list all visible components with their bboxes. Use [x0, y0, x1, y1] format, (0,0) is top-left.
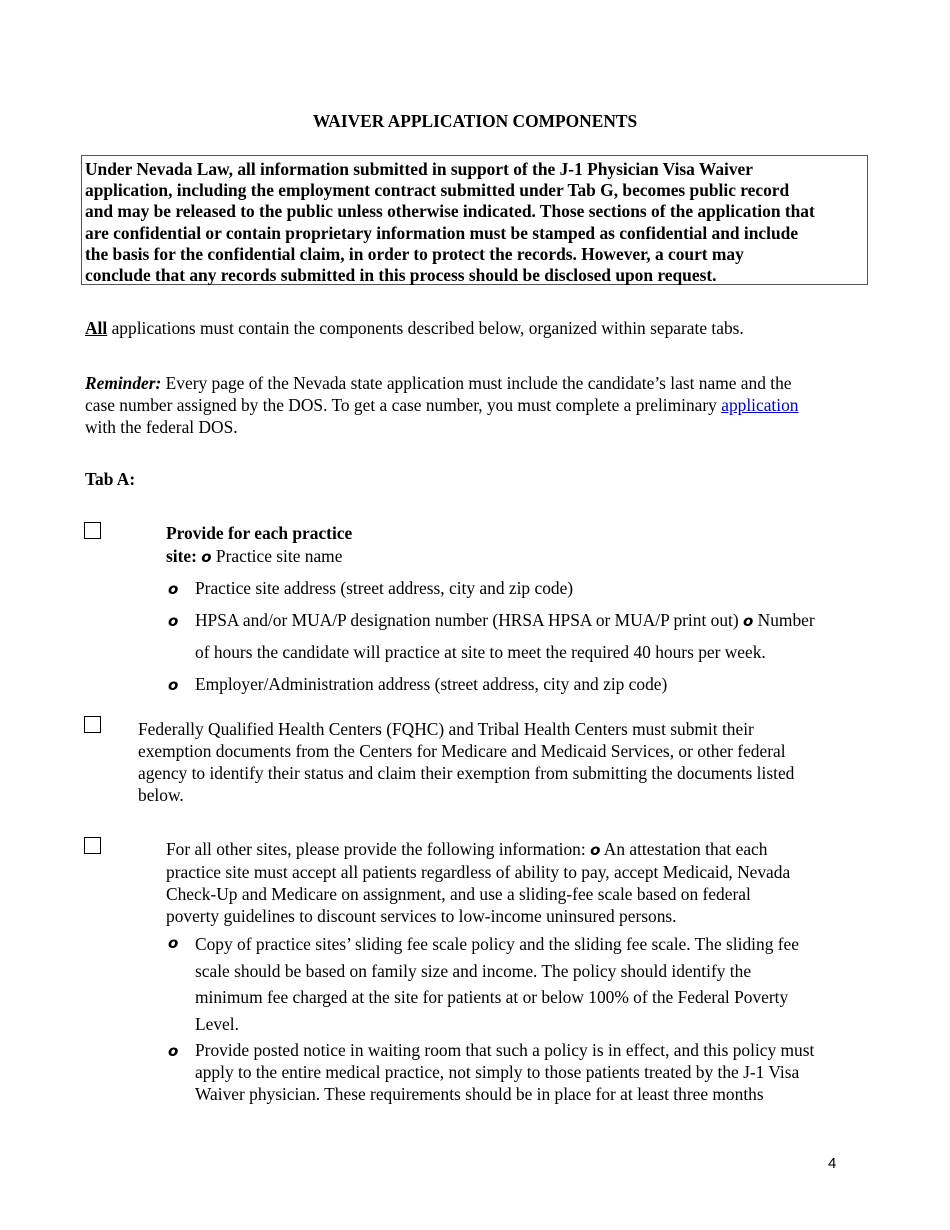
- employer-address-item: Employer/Administration address (street address, city and zip code): [195, 674, 668, 694]
- tab-a-heading: Tab A:: [85, 469, 136, 489]
- reminder-line-1: [85, 372, 885, 394]
- reminder-text-1: Every page of the Nevada state application must include the candidate’s last name and the: [161, 373, 792, 393]
- confidentiality-notice: [81, 155, 868, 285]
- posted-notice-item: [195, 1039, 814, 1105]
- sliding-fee-line: Copy of practice sites’ sliding fee scale policy and the sliding fee scale. The sliding fee: [195, 934, 799, 954]
- posted-notice-line: Waiver physician. These requirements should be in place for at least three months: [195, 1084, 764, 1104]
- all-applications-paragraph: [85, 318, 744, 339]
- fqhc-paragraph: [138, 718, 794, 806]
- application-link[interactable]: application: [721, 395, 799, 415]
- other-sites-intro-line: practice site must accept all patients regardless of ability to pay, accept Medicaid, Nevada: [166, 862, 791, 882]
- site-label: site:: [166, 546, 197, 566]
- all-emphasis: All: [85, 318, 108, 338]
- reminder-paragraph: [85, 372, 885, 438]
- reminder-label: Reminder:: [85, 373, 162, 393]
- attestation-text: An attestation that each: [600, 839, 768, 859]
- bullet-icon: o: [168, 934, 179, 952]
- bullet-icon: o: [168, 580, 179, 598]
- fqhc-line: agency to identify their status and claim their exemption from submitting the documents listed: [138, 763, 795, 783]
- notice-line: are confidential or contain proprietary information must be stamped as confidential and include: [85, 222, 799, 243]
- reminder-line-3: with the federal DOS.: [85, 417, 238, 437]
- bullet-icon: o: [168, 612, 179, 630]
- other-sites-intro-line: poverty guidelines to discount services to low-income uninsured persons.: [166, 906, 677, 926]
- sliding-fee-line: minimum fee charged at the site for patients at or below 100% of the Federal Poverty: [195, 987, 789, 1007]
- notice-line: conclude that any records submitted in this process should be disclosed upon request.: [85, 265, 717, 286]
- bullet-icon: o: [590, 841, 601, 859]
- section1-heading-line2: [166, 546, 342, 567]
- section1-heading-line1: Provide for each practice: [166, 523, 353, 543]
- all-applications-text: applications must contain the components described below, organized within separate tabs.: [107, 318, 744, 338]
- fqhc-line: Federally Qualified Health Centers (FQHC) and Tribal Health Centers must submit their: [138, 719, 754, 739]
- practice-site-address-item: Practice site address (street address, city and zip code): [195, 578, 574, 598]
- other-sites-intro-line1: [166, 838, 790, 861]
- fqhc-line: exemption documents from the Centers for Medicare and Medicaid Services, or other federal: [138, 741, 786, 761]
- sliding-fee-line: scale should be based on family size and income. The policy should identify the: [195, 960, 752, 981]
- bullet-icon: o: [201, 548, 212, 566]
- other-sites-intro-text: For all other sites, please provide the following information:: [166, 839, 591, 859]
- posted-notice-line: Provide posted notice in waiting room that such a policy is in effect, and this policy must: [195, 1040, 815, 1060]
- notice-line: the basis for the confidential claim, in order to protect the records. However, a court may: [85, 243, 744, 264]
- fqhc-checkbox[interactable]: [84, 716, 101, 733]
- hpsa-designation-item: [195, 610, 815, 631]
- reminder-text-2: case number assigned by the DOS. To get a case number, you must complete a preliminary: [85, 395, 722, 415]
- fqhc-line: below.: [138, 785, 184, 805]
- other-sites-checkbox[interactable]: [84, 837, 101, 854]
- page-number: 4: [828, 1155, 837, 1172]
- other-sites-intro: [166, 838, 790, 927]
- notice-line: and may be released to the public unless otherwise indicated. Those sections of the application that: [85, 201, 815, 222]
- page-title: WAIVER APPLICATION COMPONENTS: [312, 111, 638, 131]
- reminder-line-2: [85, 394, 885, 416]
- posted-notice-line: apply to the entire medical practice, not simply to those patients treated by the J-1 Visa: [195, 1062, 800, 1082]
- sliding-fee-line: Level.: [195, 1013, 239, 1034]
- hours-item-continuation: of hours the candidate will practice at site to meet the required 40 hours per week.: [195, 642, 766, 662]
- other-sites-intro-line: Check-Up and Medicare on assignment, and use a sliding-fee scale based on federal: [166, 884, 751, 904]
- sliding-fee-item: [195, 931, 799, 1037]
- hpsa-designation-text: HPSA and/or MUA/P designation number (HRSA HPSA or MUA/P print out): [195, 610, 739, 630]
- practice-site-checkbox[interactable]: [84, 522, 101, 539]
- practice-site-name-text: Practice site name: [211, 546, 343, 566]
- bullet-icon: o: [168, 1042, 179, 1060]
- notice-line: application, including the employment contract submitted under Tab G, becomes public record: [85, 180, 790, 201]
- hours-item-start: Number: [753, 610, 815, 630]
- bullet-icon: o: [168, 676, 179, 694]
- bullet-icon: o: [743, 612, 754, 630]
- notice-line: Under Nevada Law, all information submitted in support of the J-1 Physician Visa Waiver: [85, 159, 753, 179]
